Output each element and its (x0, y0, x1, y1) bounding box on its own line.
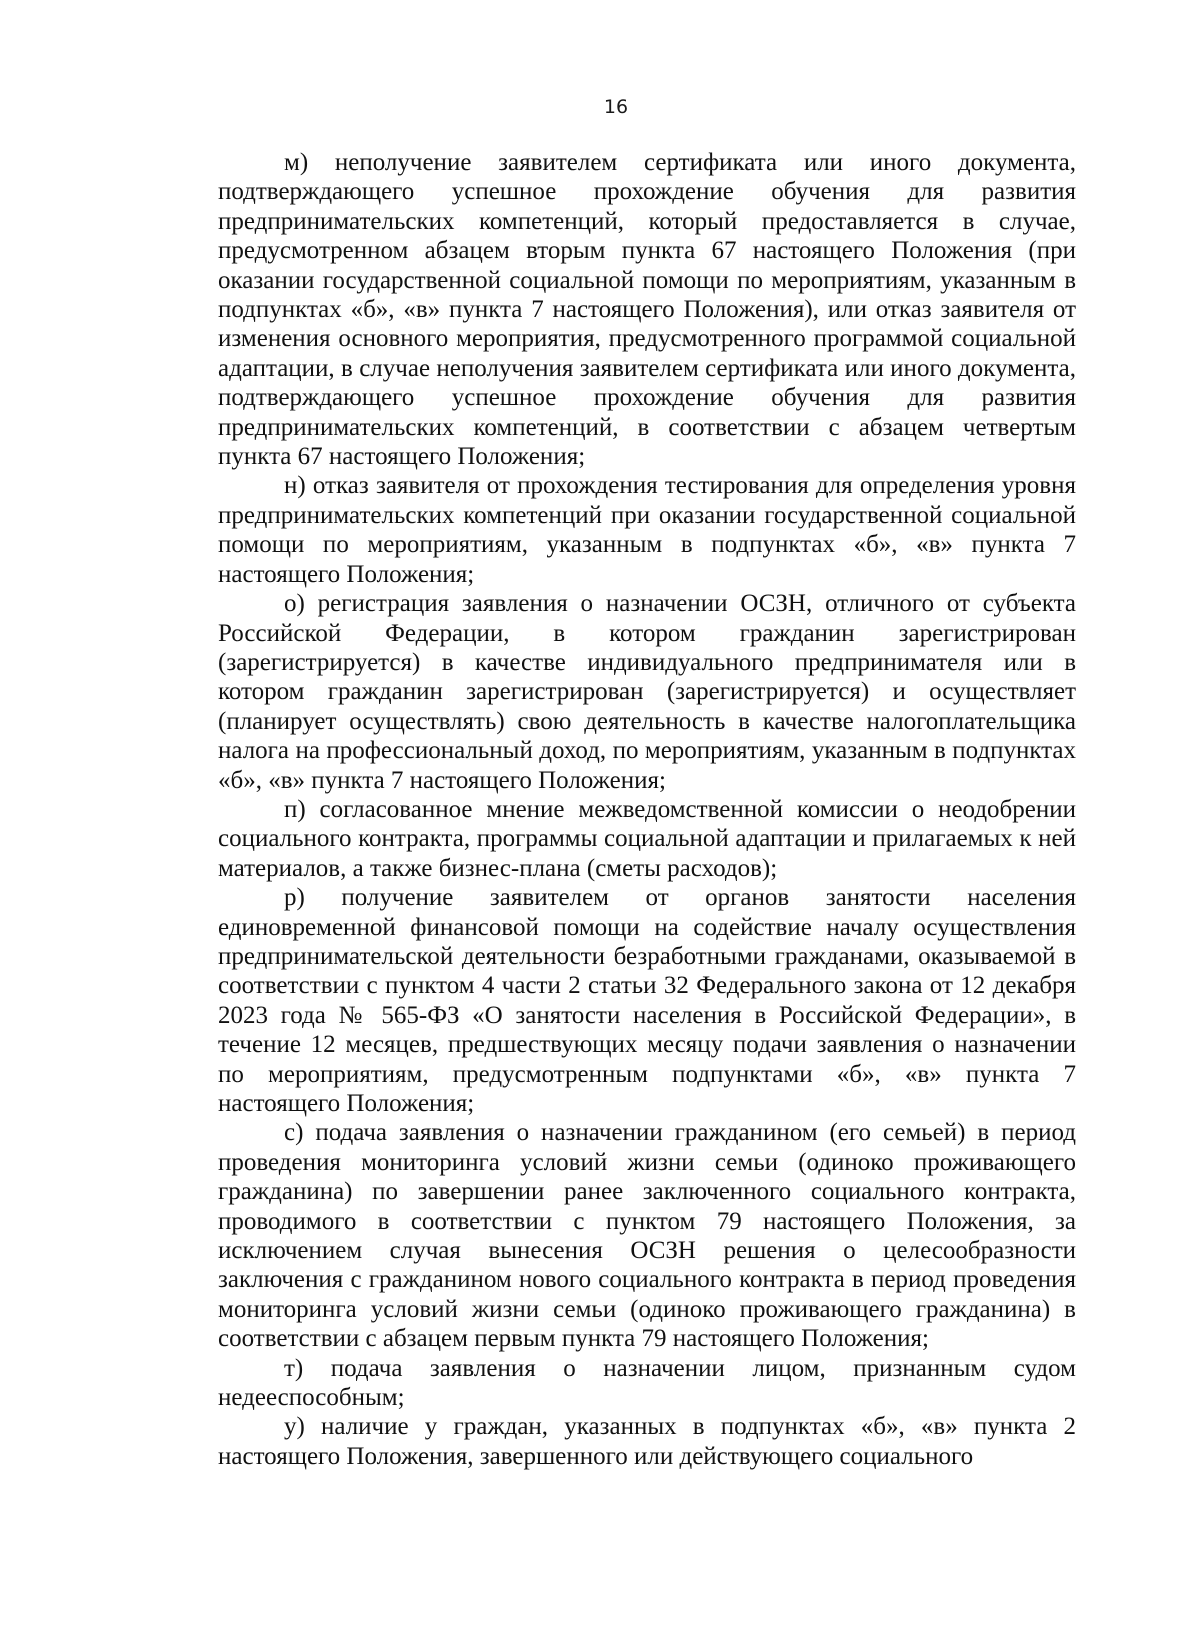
paragraph-r: р) получение заявителем от органов занятости населения единовременной финансовой помощи на содействие началу осуществления предпринимательской деятельности безработными гражданами, оказываемой в соответствии с пунктом 4 части 2 статьи 32 Федерального закона от 12 декабря 2023 года № 565-ФЗ «О занятости населения в Российской Федерации», в течение 12 месяцев, предшествующих месяцу подачи заявления о назначении по мероприятиям, предусмотренным подпунктами «б», «в» пункта 7 настоящего Положения; (218, 884, 1076, 1117)
paragraph-n: н) отказ заявителя от прохождения тестирования для определения уровня предпринимательских компетенций при оказании государственной социальной помощи по мероприятиям, указанным в подпунктах «б», «в» пункта 7 настоящего Положения; (218, 472, 1076, 588)
paragraph-o: о) регистрация заявления о назначении ОСЗН, отличного от субъекта Российской Федерации, в котором гражданин зарегистрирован (зарегистрируется) в качестве индивидуального предпринимателя или в котором гражданин зарегистрирован (зарегистрируется) и осуществляет (планирует осуществлять) свою деятельность в качестве налогоплательщика налога на профессиональный доход, по мероприятиям, указанным в подпунктах «б», «в» пункта 7 настоящего Положения; (218, 590, 1076, 794)
paragraph-u: у) наличие у граждан, указанных в подпунктах «б», «в» пункта 2 настоящего Положения, завершенного или действующего социального (218, 1413, 1076, 1470)
paragraph-p: п) согласованное мнение межведомственной комиссии о неодобрении социального контракта, программы социальной адаптации и прилагаемых к ней материалов, а также бизнес-плана (сметы расходов); (218, 795, 1076, 882)
page-number: 16 (603, 96, 629, 118)
paragraph-t: т) подача заявления о назначении лицом, признанным судом недееспособным; (218, 1354, 1076, 1412)
document-body (218, 148, 1076, 1471)
paragraph-m: м) неполучение заявителем сертификата или иного документа, подтверждающего успешное прохождение обучения для развития предпринимательских компетенций, который предоставляется в случае, предусмотренном абзацем вторым пункта 67 настоящего Положения (при оказании государственной социальной помощи по мероприятиям, указанным в подпунктах «б», «в» пункта 7 настоящего Положения), или отказ заявителя от изменения основного мероприятия, предусмотренного программой социальной адаптации, в случае неполучения заявителем сертификата или иного документа, подтверждающего успешное прохождение обучения для развития предпринимательских компетенций, в соответствии с абзацем четвертым пункта 67 настоящего Положения; (218, 149, 1076, 471)
paragraph-s: с) подача заявления о назначении гражданином (его семьей) в период проведения мониторинга условий жизни семьи (одиноко проживающего гражданина) по завершении ранее заключенного социального контракта, проводимого в соответствии с пунктом 79 настоящего Положения, за исключением случая вынесения ОСЗН решения о целесообразности заключения с гражданином нового социального контракта в период проведения мониторинга условий жизни семьи (одиноко проживающего гражданина) в соответствии с абзацем первым пункта 79 настоящего Положения; (218, 1119, 1076, 1353)
